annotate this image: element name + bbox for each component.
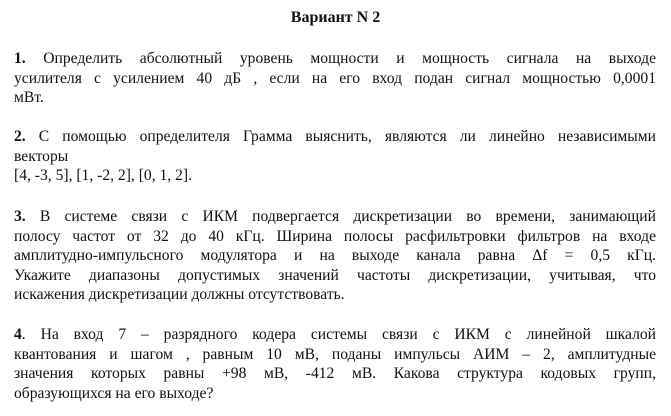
task-3-line-2: полосу частот от 32 до 40 кГц. Ширина полосы расфильтровки фильтров на входе <box>14 227 656 245</box>
task-3-number: 3. <box>14 208 26 225</box>
task-4-line-2: квантования и шагом , равным 10 мВ, поданы импульсы АИМ – 2, амплитудные <box>14 345 656 363</box>
task-3 <box>14 207 656 305</box>
document-title: Вариант N 2 <box>290 9 381 26</box>
task-3-line-3: амплитудно-импульсного модулятора и на выходе канала равна Δf = 0,5 кГц. <box>14 247 656 264</box>
task-2-number: 2. <box>14 128 26 145</box>
task-3-text-1: В системе связи с ИКМ подвергается дискретизации во времени, занимающий <box>25 208 656 225</box>
task-1-line-1 <box>14 49 656 69</box>
task-3-line-4: Укажите диапазоны допустимых значений частоты дискретизации, учитывая, что <box>14 266 656 284</box>
task-1-line-2: усилителя с усилением 40 дБ , если на его вход подан сигнал мощностью 0,0001 <box>14 69 656 87</box>
task-2-line-2: векторы <box>14 147 69 165</box>
task-2-line-1 <box>14 127 656 147</box>
task-4-line-1 <box>14 325 656 345</box>
task-1-line-3: мВт. <box>14 89 44 106</box>
task-3-line-5: искажения дискретизации должны отсутствовать. <box>14 286 345 303</box>
task-2-vectors: [4, -3, 5], [1, -2, 2], [0, 1, 2]. <box>14 167 192 184</box>
task-1-number: 1. <box>14 50 26 67</box>
task-4-line-3: значения которых равны +98 мВ, -412 мВ. Какова структура кодовых групп, <box>14 365 656 382</box>
task-1-text-1: Определить абсолютный уровень мощности и мощность сигнала на выходе <box>25 50 656 67</box>
task-2-text-1: С помощью определителя Грамма выяснить, являются ли линейно независимыми <box>25 128 656 145</box>
task-1 <box>14 49 656 108</box>
task-2 <box>14 127 656 186</box>
task-4 <box>14 325 656 403</box>
task-4-line-4: образующихся на его выходе? <box>14 384 214 402</box>
task-3-line-1 <box>14 207 656 227</box>
task-4-text-1: . На вход 7 – разрядного кодера системы связи с ИКМ с линейной шкалой <box>21 326 656 343</box>
task-4-number: 4 <box>14 326 22 343</box>
